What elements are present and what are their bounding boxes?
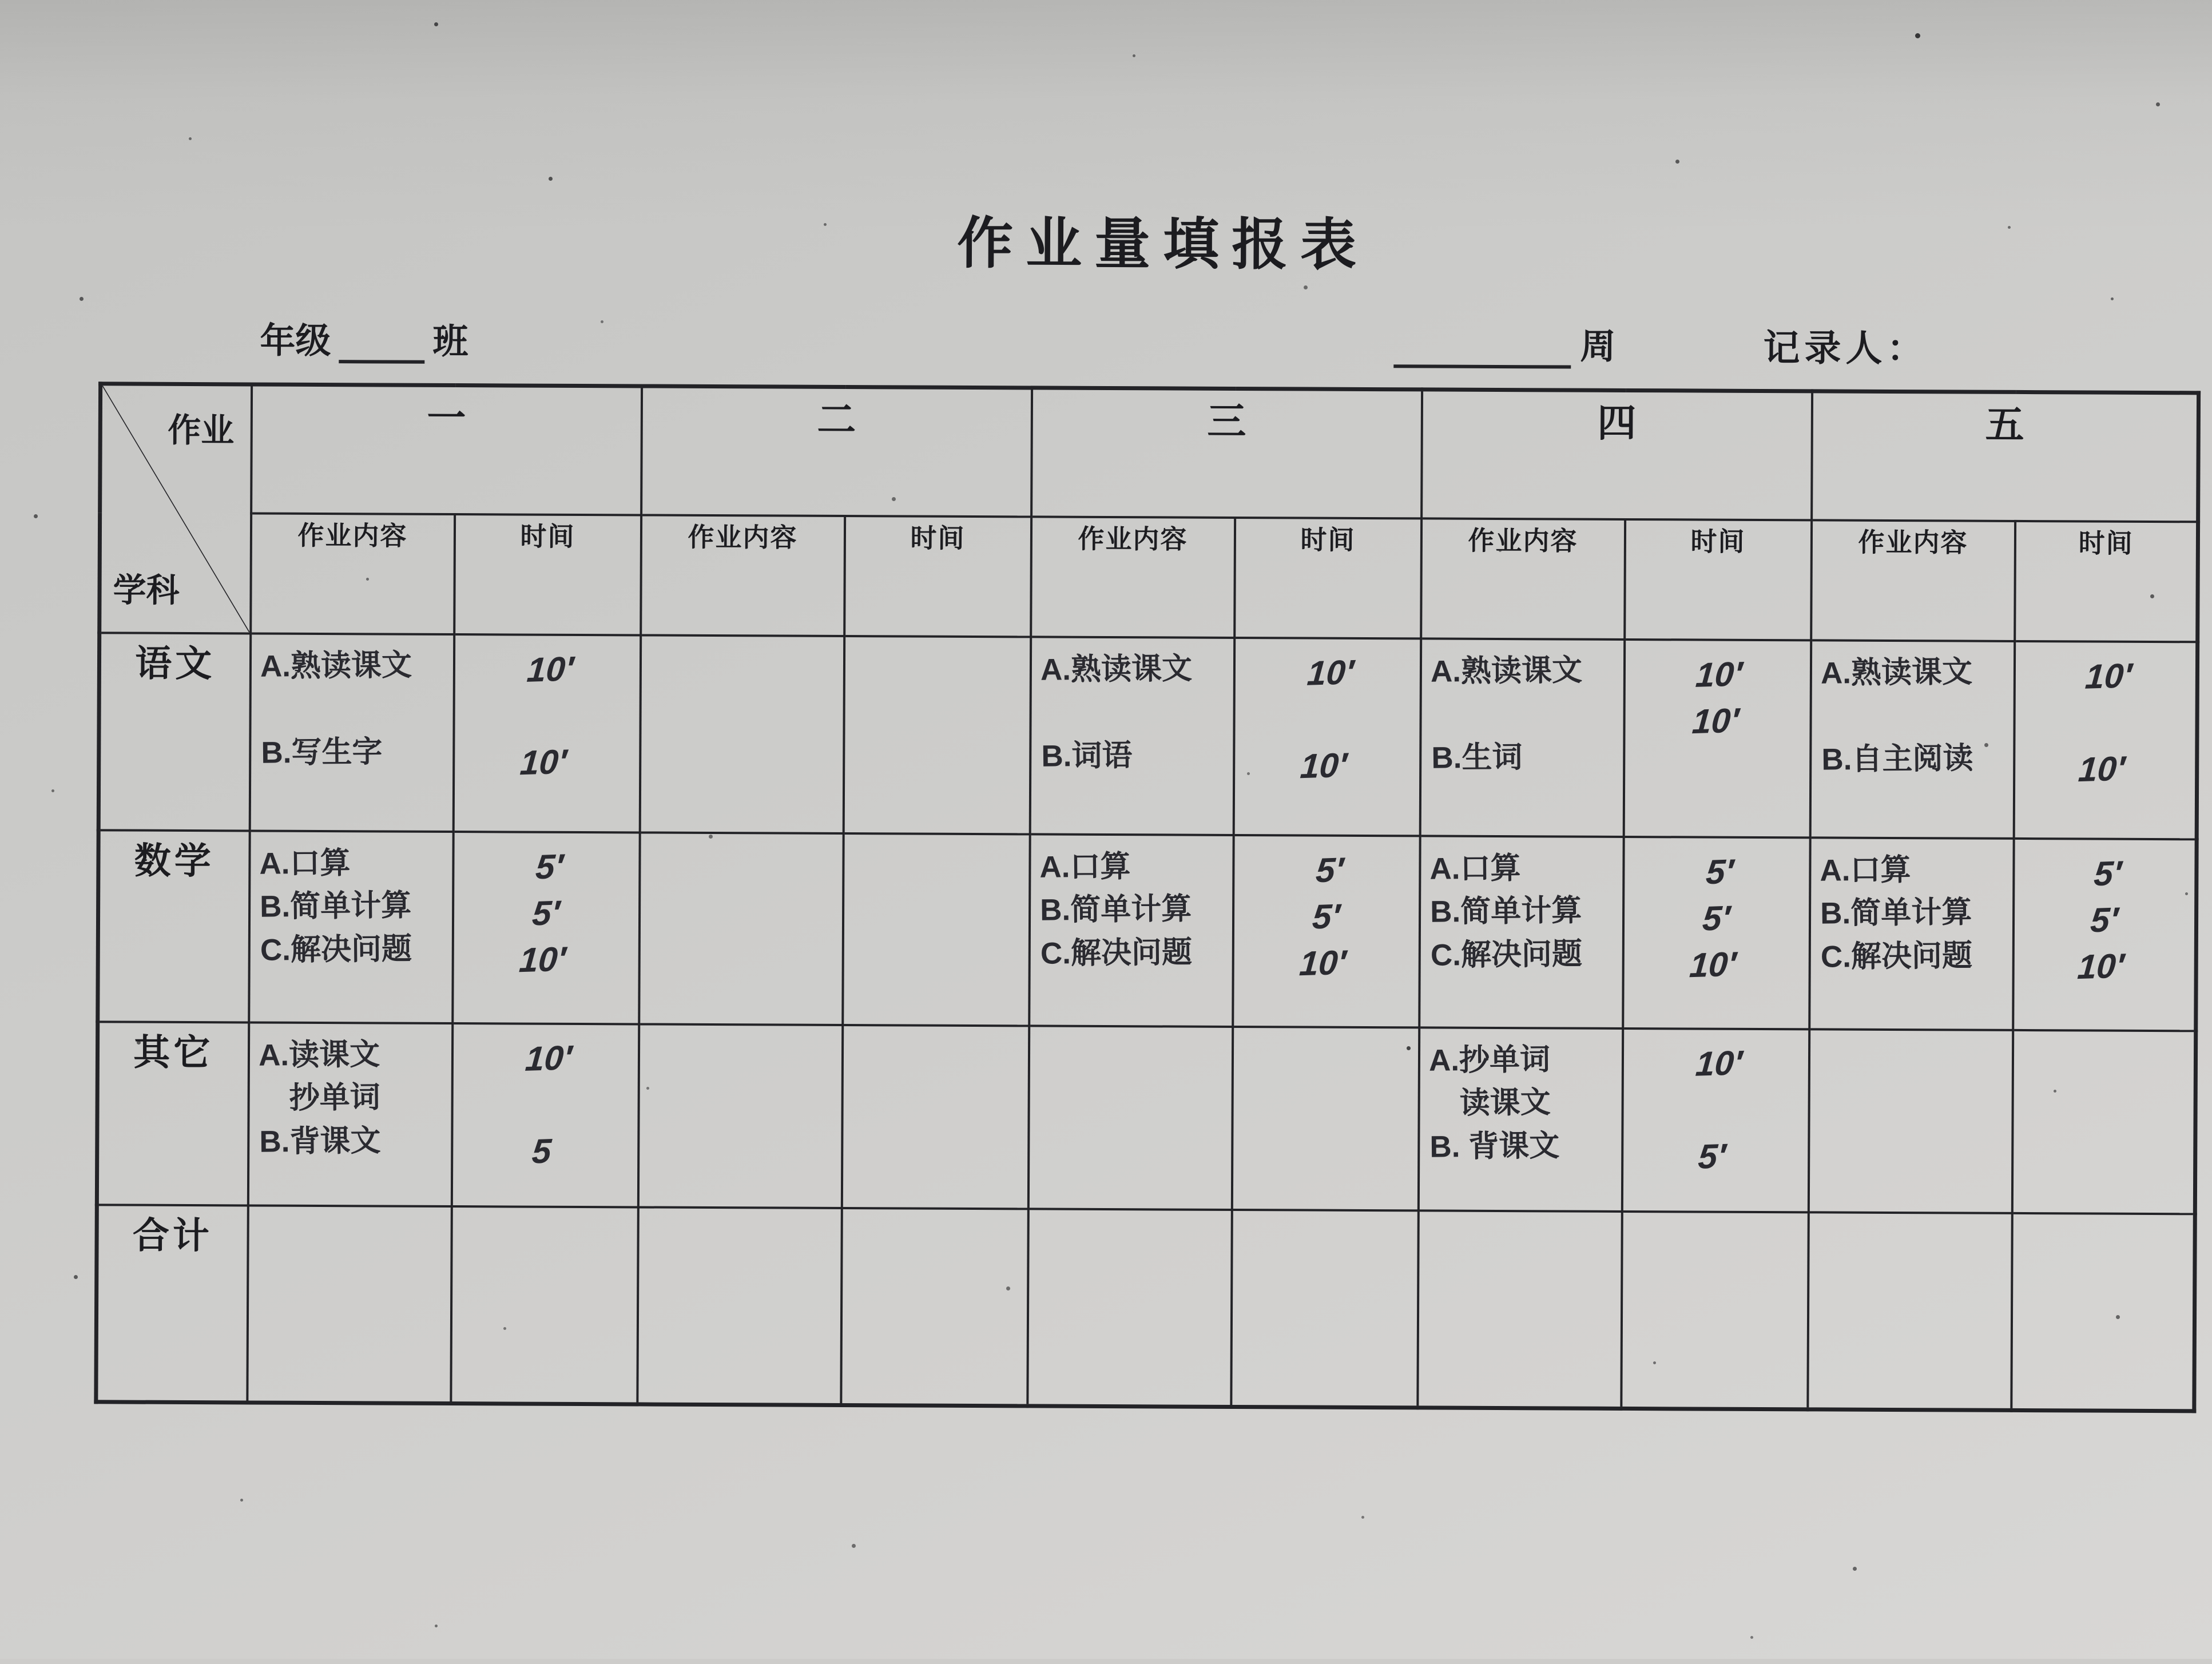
week-label: 周	[1580, 327, 1616, 367]
handwritten-entry: A.熟读课文 B.词语	[1040, 651, 1192, 773]
cell-chinese-mon-content	[249, 633, 454, 832]
handwritten-time: 5′ 5′ 10′	[1297, 850, 1347, 983]
row-chinese	[98, 633, 2198, 839]
cell-total-fri-content	[1808, 1212, 2012, 1411]
cell-chinese-fri-time	[2014, 641, 2198, 839]
cell-math-mon-time	[452, 832, 640, 1024]
cell-chinese-wed-content	[1030, 637, 1234, 835]
cell-math-mon-content	[249, 831, 453, 1023]
handwritten-time: 10′ 5	[523, 1038, 573, 1171]
handwritten-entry: A.熟读课文 B.生词	[1430, 653, 1582, 775]
subheader-time: 时间	[454, 514, 641, 635]
cell-other-thu-content	[1418, 1027, 1622, 1212]
cell-math-wed-content	[1029, 834, 1233, 1027]
grade-class-fields	[260, 312, 468, 364]
subheader-content: 作业内容	[251, 513, 455, 634]
cell-chinese-wed-time	[1233, 637, 1421, 835]
cell-math-fri-content	[1809, 837, 2014, 1030]
cell-chinese-fri-content	[1810, 640, 2015, 839]
handwritten-time: 10′ 5′	[1694, 1043, 1744, 1176]
subheader-time: 时间	[1625, 519, 1812, 640]
cell-chinese-mon-time	[453, 634, 641, 832]
cell-chinese-tue-content	[640, 635, 844, 833]
handwritten-entry: A.口算 B.简单计算 C.解决问题	[1819, 852, 1972, 974]
handwritten-time: 5′ 5′ 10′	[1687, 852, 1737, 984]
cell-other-wed-content	[1028, 1026, 1232, 1210]
cell-math-thu-content	[1419, 836, 1623, 1028]
handwritten-time: 10′ 10′	[2076, 656, 2133, 789]
week-blank-field	[1393, 331, 1571, 368]
handwritten-time: 10′ 10′	[1298, 652, 1355, 785]
row-label-math: 数学	[98, 830, 249, 1022]
homework-table	[94, 382, 2201, 1413]
handwritten-time: 5′ 5′ 10′	[2076, 853, 2126, 986]
cell-other-thu-time	[1622, 1028, 1809, 1212]
subheader-time: 时间	[844, 516, 1031, 637]
handwritten-entry: A.口算 B.简单计算 C.解决问题	[1429, 851, 1582, 972]
handwritten-entry: A.熟读课文 B.自主阅读	[1820, 654, 1973, 776]
handwritten-entry: A.读课文 抄单词 B.背课文	[258, 1037, 381, 1158]
subheader-time: 时间	[2015, 521, 2198, 641]
cell-total-mon-content	[247, 1205, 452, 1404]
subheader-content: 作业内容	[1031, 517, 1235, 638]
day-header-thursday: 四	[1421, 390, 1812, 520]
handwritten-time: 10′ 10′	[1690, 654, 1744, 741]
cell-math-thu-time	[1623, 836, 1810, 1028]
subheader-time: 时间	[1234, 517, 1421, 638]
handwritten-entry: A.抄单词 读课文 B. 背课文	[1428, 1042, 1560, 1163]
corner-label-subject: 学科	[113, 571, 180, 609]
week-field	[1393, 317, 1615, 369]
cell-other-tue-time	[841, 1024, 1028, 1208]
cell-other-fri-content	[1808, 1029, 2012, 1213]
subheader-content: 作业内容	[1811, 520, 2015, 641]
corner-header-cell	[100, 384, 252, 633]
row-label-other: 其它	[97, 1022, 248, 1205]
cell-other-mon-content	[248, 1022, 452, 1206]
subheader-content: 作业内容	[1421, 518, 1625, 640]
row-other	[97, 1022, 2195, 1214]
cell-math-fri-time	[2013, 838, 2197, 1030]
row-total	[96, 1205, 2195, 1411]
handwritten-entry: A.熟读课文 B.写生字	[260, 648, 412, 769]
cell-total-tue-time	[841, 1208, 1028, 1405]
cell-chinese-tue-time	[843, 636, 1031, 834]
class-label: 班	[432, 321, 468, 362]
cell-other-mon-time	[451, 1023, 638, 1207]
row-label-total: 合计	[96, 1205, 248, 1403]
recorder-label: 记录人：	[1763, 327, 1928, 370]
handwritten-entry: A.口算 B.简单计算 C.解决问题	[1039, 849, 1192, 970]
subheader-content: 作业内容	[641, 515, 845, 636]
cell-total-thu-content	[1417, 1210, 1622, 1409]
cell-total-mon-time	[451, 1206, 638, 1404]
cell-math-tue-content	[639, 832, 843, 1025]
day-header-friday: 五	[1812, 391, 2199, 522]
form-title: 作业量填报表	[956, 211, 1369, 276]
corner-label-homework: 作业	[168, 411, 235, 450]
cell-total-thu-time	[1621, 1211, 1809, 1409]
cell-math-tue-time	[843, 833, 1030, 1025]
cell-other-fri-time	[2012, 1030, 2195, 1213]
row-label-chinese: 语文	[98, 633, 251, 831]
cell-chinese-thu-time	[1623, 639, 1811, 837]
cell-other-tue-content	[638, 1024, 842, 1208]
cell-math-wed-time	[1233, 835, 1420, 1027]
cell-other-wed-time	[1232, 1026, 1419, 1210]
cell-total-wed-content	[1027, 1209, 1232, 1407]
grade-blank-field	[339, 327, 424, 364]
row-math	[98, 830, 2197, 1031]
day-header-wednesday: 三	[1031, 388, 1422, 518]
day-header-monday: 一	[251, 384, 642, 515]
handwritten-time: 10′ 10′	[518, 649, 575, 782]
form-header-line	[1, 311, 2212, 372]
cell-total-fri-time	[2011, 1213, 2195, 1411]
cell-total-wed-time	[1231, 1209, 1419, 1407]
cell-total-tue-content	[637, 1207, 842, 1405]
grade-label: 年级	[260, 321, 331, 362]
handwritten-entry: A.口算 B.简单计算 C.解决问题	[259, 845, 412, 967]
cell-chinese-thu-content	[1420, 638, 1625, 837]
corner-diagonal	[101, 386, 250, 632]
handwritten-time: 5′ 5′ 10′	[517, 847, 567, 979]
day-header-tuesday: 二	[641, 386, 1032, 517]
